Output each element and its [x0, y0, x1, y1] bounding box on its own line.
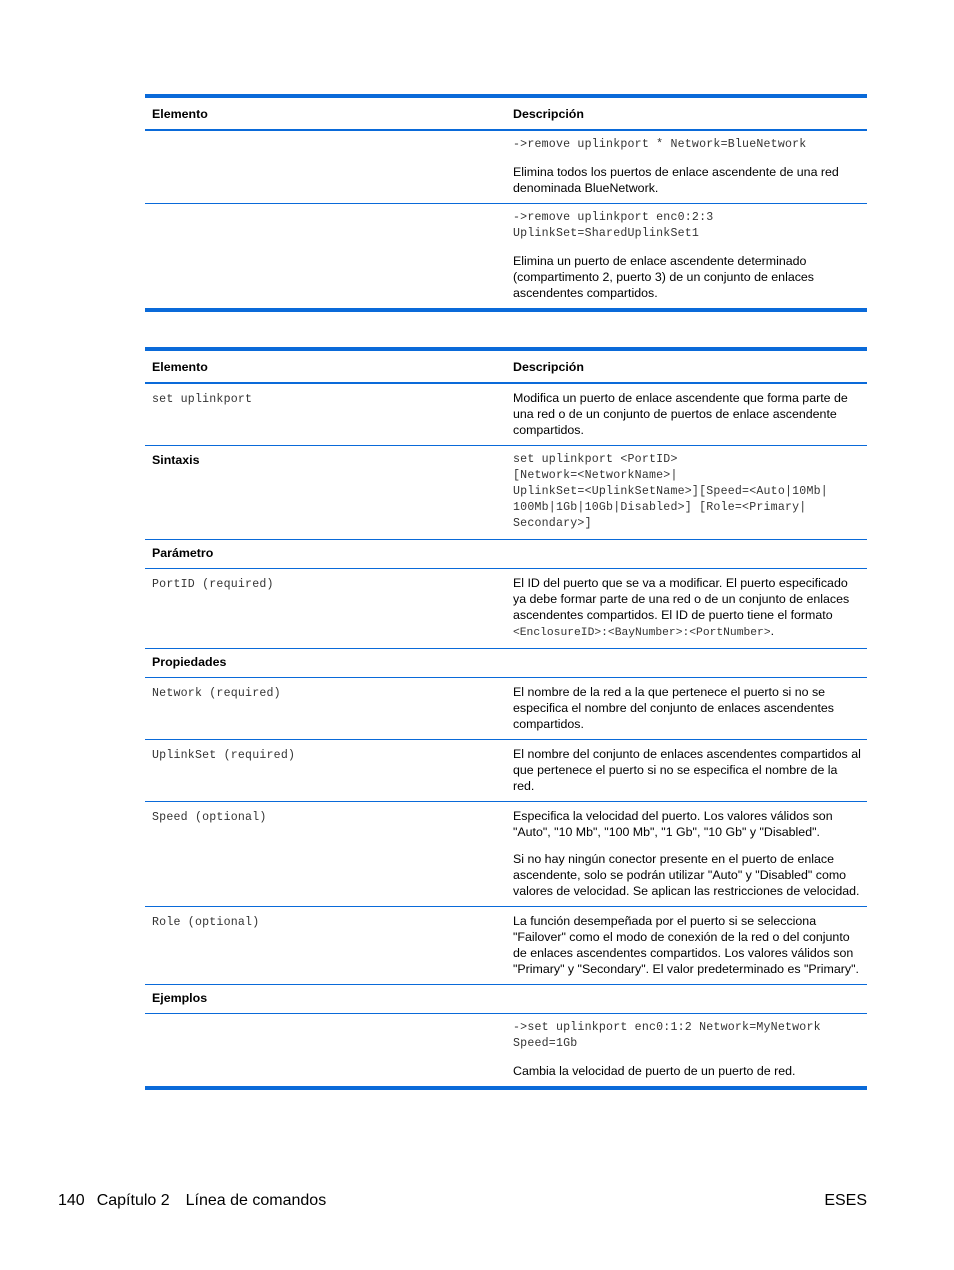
example-command: ->remove uplinkport * Network=BlueNetwork — [513, 138, 807, 151]
table-row — [145, 446, 867, 540]
property-desc-text: El nombre del conjunto de enlaces ascendentes compartidos al que pertenece el puerto si no se especifica el nombre de la red. — [513, 747, 861, 793]
table-row — [145, 1014, 867, 1089]
table-row — [145, 569, 867, 649]
property-name-text: Speed (optional) — [152, 811, 267, 824]
table-header-row — [145, 96, 867, 130]
syntax-cell — [506, 446, 867, 540]
element-cell — [145, 1014, 506, 1089]
section-row — [145, 540, 867, 569]
property-description — [506, 678, 867, 740]
description-cell — [506, 204, 867, 311]
table-row — [145, 802, 867, 907]
property-name-text: Network (required) — [152, 687, 281, 700]
page-footer — [58, 1191, 326, 1211]
page-number: 140 — [58, 1192, 85, 1209]
property-name — [145, 907, 506, 985]
parameter-name-text: PortID (required) — [152, 578, 274, 591]
property-name-text: Role (optional) — [152, 916, 260, 929]
section-row — [145, 985, 867, 1014]
property-desc-text: Especifica la velocidad del puerto. Los valores válidos son "Auto", "10 Mb", "100 Mb", "1 Gb", "10 Gb" y "Disabled". — [513, 809, 833, 839]
example-command: ->set uplinkport enc0:1:2 Network=MyNetwork Speed=1Gb — [513, 1021, 821, 1050]
example-description: Cambia la velocidad de puerto de un puerto de red. — [513, 1064, 796, 1078]
property-name — [145, 678, 506, 740]
table-row — [145, 907, 867, 985]
property-description — [506, 907, 867, 985]
example-command: ->remove uplinkport enc0:2:3 UplinkSet=SharedUplinkSet1 — [513, 211, 714, 240]
section-row — [145, 649, 867, 678]
header-descripcion: Descripción — [506, 96, 867, 130]
table-row — [145, 204, 867, 311]
properties-label: Propiedades — [145, 649, 506, 678]
description-cell — [506, 130, 867, 204]
remove-uplinkport-examples-table — [145, 94, 867, 312]
table-row — [145, 678, 867, 740]
header-elemento: Elemento — [145, 349, 506, 383]
parameter-desc-code: <EnclosureID>:<BayNumber>:<PortNumber> — [513, 627, 771, 639]
table-row — [145, 130, 867, 204]
locale-label: ESES — [824, 1192, 867, 1209]
parameter-description — [506, 569, 867, 649]
syntax-label: Sintaxis — [145, 446, 506, 540]
property-name — [145, 802, 506, 907]
examples-label: Ejemplos — [145, 985, 506, 1014]
example-description: Elimina todos los puertos de enlace ascendente de una red denominada BlueNetwork. — [513, 165, 839, 195]
property-name — [145, 740, 506, 802]
command-description: Modifica un puerto de enlace ascendente que forma parte de una red o de un conjunto de puertos de enlace ascendente compartidos. — [506, 383, 867, 446]
property-desc-text: La función desempeñada por el puerto si se selecciona "Failover" como el modo de conexión de la red o del conjunto de enlaces ascendentes compartidos. Los valores válidos son "Primary" y "Secondary". El valor predeterminado es "Primary". — [513, 914, 859, 976]
header-elemento: Elemento — [145, 96, 506, 130]
parameter-name — [145, 569, 506, 649]
parameter-desc-text: El ID del puerto que se va a modificar. El puerto especificado ya debe formar parte de una red o de un conjunto de enlaces ascendentes compartidos. El ID de puerto tiene el formato — [513, 576, 850, 622]
header-descripcion: Descripción — [506, 349, 867, 383]
element-cell — [145, 204, 506, 311]
element-cell — [145, 130, 506, 204]
property-desc-text: El nombre de la red a la que pertenece el puerto si no se especifica el nombre del conjunto de enlaces ascendentes compartidos. — [513, 685, 834, 731]
table-row — [145, 740, 867, 802]
chapter-title: Línea de comandos — [185, 1192, 327, 1209]
example-description: Elimina un puerto de enlace ascendente determinado (compartimento 2, puerto 3) de un conjunto de enlaces ascendentes compartidos. — [513, 254, 814, 300]
property-desc-text: Si no hay ningún conector presente en el puerto de enlace ascendente, solo se podrán utilizar "Auto" y "Disabled" como valores de velocidad. Se aplican las restricciones de velocidad. — [513, 852, 860, 898]
description-cell — [506, 1014, 867, 1089]
chapter-label: Capítulo 2 — [96, 1192, 170, 1209]
syntax-code: set uplinkport <PortID> [Network=<NetworkName>| UplinkSet=<UplinkSetName>][Speed=<Auto|10Mb| 100Mb|1Gb|10Gb|Disabled>] [Role=<Primary| Secondary>] — [513, 453, 828, 530]
set-uplinkport-table — [145, 347, 867, 1090]
property-description — [506, 740, 867, 802]
table-row — [145, 383, 867, 446]
property-description — [506, 802, 867, 907]
parameter-desc-end: . — [770, 624, 775, 638]
property-name-text: UplinkSet (required) — [152, 749, 296, 762]
command-name-text: set uplinkport — [152, 393, 253, 406]
parameter-label: Parámetro — [145, 540, 506, 569]
command-name — [145, 383, 506, 446]
table-header-row — [145, 349, 867, 383]
